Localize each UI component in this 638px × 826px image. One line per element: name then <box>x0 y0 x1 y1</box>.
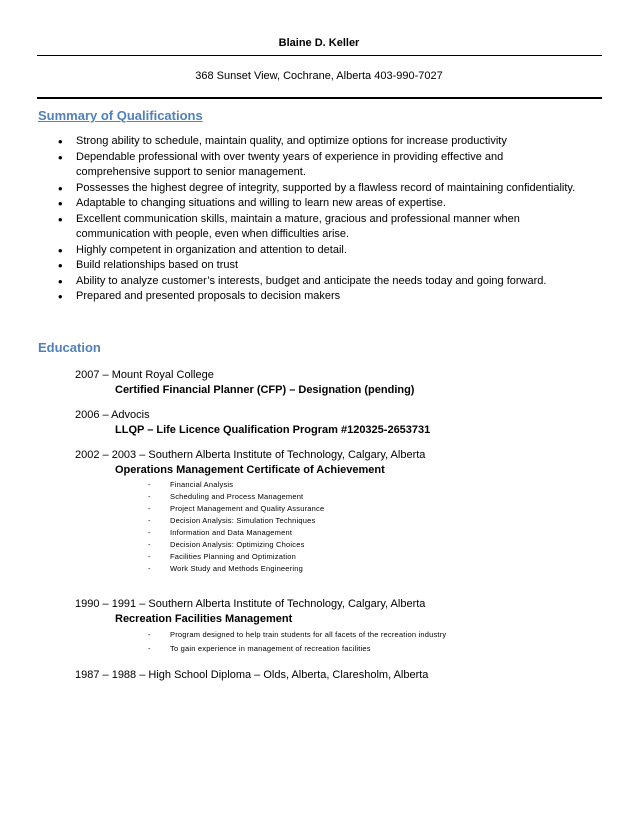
summary-item <box>58 212 546 243</box>
summary-item: • Prepared and presented proposals to decision makers <box>58 289 618 305</box>
header-divider-top <box>37 55 602 56</box>
education-institution: 1987 – 1988 – High School Diploma – Olds, Alberta, Claresholm, Alberta <box>75 669 429 681</box>
education-institution: 2007 – Mount Royal College <box>75 369 214 381</box>
summary-heading: Summary of Qualifications <box>38 108 203 123</box>
course-list <box>148 479 615 575</box>
summary-item: • Adaptable to changing situations and willing to learn new areas of expertise. <box>58 196 618 212</box>
education-institution: 2002 – 2003 – Southern Alberta Institute of Technology, Calgary, Alberta <box>75 449 426 461</box>
summary-item: • Strong ability to schedule, maintain quality, and optimize options for increase productivity <box>58 134 618 150</box>
candidate-name: Blaine D. Keller <box>278 37 360 49</box>
summary-item-text: Excellent communication skills, maintain a mature, gracious and professional manner when communication with people, even when difficulties arise. <box>76 212 520 240</box>
header-divider-bottom <box>37 97 602 99</box>
summary-item: • Ability to analyze customer’s interests, budget and anticipate the needs today and going forward. <box>58 274 618 290</box>
course-item: - Work Study and Methods Engineering <box>148 563 615 575</box>
education-credential: LLQP – Life Licence Qualification Program #120325-2653731 <box>115 424 431 436</box>
education-entry-advocis <box>75 408 615 438</box>
course-item: - Decision Analysis: Simulation Techniques <box>148 515 615 527</box>
program-detail-item: - To gain experience in management of recreation facilities <box>148 642 615 656</box>
education-institution: 2006 – Advocis <box>75 409 150 421</box>
summary-list <box>58 134 618 305</box>
education-entry-sait-1990 <box>75 597 615 656</box>
course-item: - Information and Data Management <box>148 527 615 539</box>
summary-item: • Highly competent in organization and attention to detail. <box>58 243 618 259</box>
course-item: - Financial Analysis <box>148 479 615 491</box>
education-entry-sait-2002 <box>75 448 615 575</box>
education-heading: Education <box>38 340 101 355</box>
summary-item-text: Dependable professional with over twenty years of experience in providing effective and comprehensive support to senior management. <box>76 150 504 178</box>
contact-info: 368 Sunset View, Cochrane, Alberta 403-990-7027 <box>195 70 443 82</box>
program-detail-list <box>148 628 615 656</box>
summary-item: • Possesses the highest degree of integrity, supported by a flawless record of maintaining confidentiality. <box>58 181 618 197</box>
education-credential: Recreation Facilities Management <box>115 613 293 625</box>
course-item: - Facilities Planning and Optimization <box>148 551 615 563</box>
course-item: - Project Management and Quality Assurance <box>148 503 615 515</box>
course-item: - Scheduling and Process Management <box>148 491 615 503</box>
course-item: - Decision Analysis: Optimizing Choices <box>148 539 615 551</box>
education-credential: Operations Management Certificate of Achievement <box>115 464 385 476</box>
education-entry-mount-royal <box>75 368 615 398</box>
summary-item <box>58 150 521 181</box>
program-detail-item: - Program designed to help train students for all facets of the recreation industry <box>148 628 615 642</box>
education-credential: Certified Financial Planner (CFP) – Designation (pending) <box>115 384 415 396</box>
education-entry-high-school <box>75 668 615 683</box>
education-institution: 1990 – 1991 – Southern Alberta Institute of Technology, Calgary, Alberta <box>75 598 426 610</box>
summary-item: • Build relationships based on trust <box>58 258 618 274</box>
